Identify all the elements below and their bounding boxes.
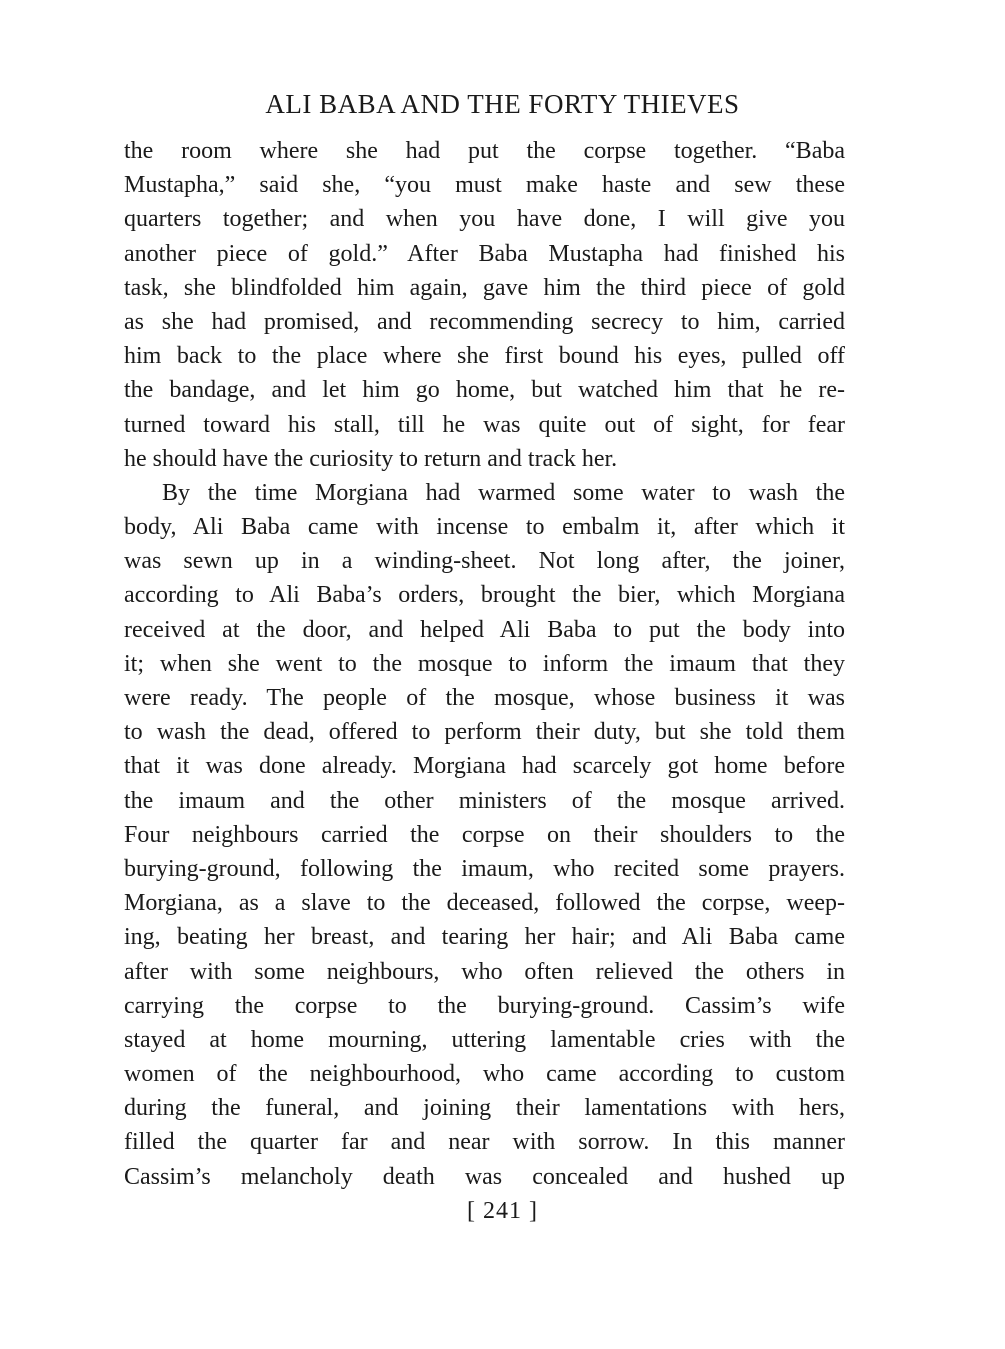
text-line: he should have the curiosity to return and track her. — [124, 445, 618, 472]
text-line: were ready. The people of the mosque, whose business it was — [124, 685, 845, 711]
text-line: another piece of gold.” After Baba Mustapha had finished his — [124, 240, 845, 267]
text-line: it; when she went to the mosque to inform the imaum that they — [124, 650, 845, 677]
text-line: was sewn up in a winding-sheet. Not long after, the joiner, — [124, 548, 845, 575]
text-line: during the funeral, and joining their lamentations with hers, — [124, 1095, 845, 1122]
text-line: the imaum and the other ministers of the mosque arrived. — [124, 787, 845, 814]
body-text — [124, 134, 845, 1194]
page-number: [ 241 ] — [467, 1198, 538, 1224]
text-line: him back to the place where she first bound his eyes, pulled off — [124, 343, 845, 370]
text-line: that it was done already. Morgiana had scarcely got home before — [124, 753, 845, 780]
text-line: carrying the corpse to the burying-ground. Cassim’s wife — [124, 992, 845, 1019]
text-line: according to Ali Baba’s orders, brought the bier, which Morgiana — [124, 582, 845, 609]
text-line: filled the quarter far and near with sorrow. In this manner — [124, 1129, 845, 1156]
text-line: received at the door, and helped Ali Baba to put the body into — [124, 616, 845, 643]
text-line: Morgiana, as a slave to the deceased, followed the corpse, weep- — [124, 890, 845, 917]
text-line: to wash the dead, offered to perform their duty, but she told them — [124, 719, 845, 746]
text-line: task, she blindfolded him again, gave him the third piece of gold — [124, 274, 845, 301]
text-line: burying-ground, following the imaum, who recited some prayers. — [124, 855, 845, 882]
text-line: Four neighbours carried the corpse on their shoulders to the — [124, 821, 845, 848]
text-line: quarters together; and when you have done, I will give you — [124, 206, 845, 233]
text-line: ing, beating her breast, and tearing her hair; and Ali Baba came — [124, 924, 845, 951]
text-line: women of the neighbourhood, who came according to custom — [124, 1061, 845, 1088]
text-line: after with some neighbours, who often relieved the others in — [124, 958, 845, 985]
text-line: Mustapha,” said she, “you must make haste and sew these — [124, 172, 845, 199]
text-line: the room where she had put the corpse together. “Baba — [124, 138, 845, 164]
text-line: By the time Morgiana had warmed some water to wash the — [162, 479, 845, 506]
text-line: Cassim’s melancholy death was concealed and hushed up — [124, 1163, 845, 1190]
text-line: the bandage, and let him go home, but watched him that he re- — [124, 377, 845, 404]
text-line: body, Ali Baba came with incense to embalm it, after which it — [124, 514, 845, 541]
text-line: as she had promised, and recommending secrecy to him, carried — [124, 308, 845, 335]
text-line: stayed at home mourning, uttering lamentable cries with the — [124, 1026, 845, 1053]
text-line: turned toward his stall, till he was quite out of sight, for fear — [124, 411, 845, 438]
running-head: ALI BABA AND THE FORTY THIEVES — [265, 89, 740, 119]
